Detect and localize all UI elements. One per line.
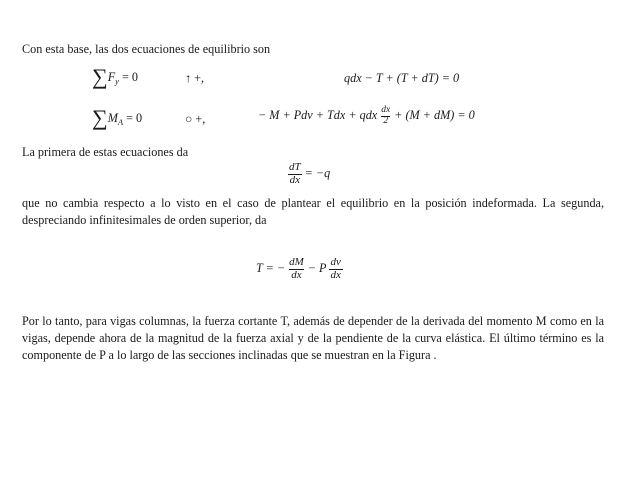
para-conclusion: Por lo tanto, para vigas columnas, la fuerza cortante T, además de depender de la derivada del momento M como en la vigas, depende ahora de la magnitud de la fuerza axial y de la pendiente de la curva elástica. El último término es la componente de P a lo largo de las secciones inclinadas que se muestran en la Figura . [22,314,604,363]
force-var: F [107,70,116,84]
fraction-dx-over-2 [379,106,392,127]
moment-balance-rhs [258,101,475,131]
force-subscript: y [115,76,119,86]
sum-symbol: ∑ [92,105,108,130]
para-second-equation: que no cambia respecto a lo visto en el caso de plantear el equilibrio en la posición indeformada. La segunda, despreciando infinitesimales de orden superior, da [22,196,604,228]
sign-convention-up: ↑ +, [185,71,205,85]
moment-subscript: A [117,117,124,127]
moment-rhs-part-b: + (M + dM) = 0 [394,108,475,123]
intro-text: Con esta base, las dos ecuaciones de equilibrio son [22,42,271,56]
fraction-dM-dx [287,257,306,281]
force-balance-rhs: qdx − T + (T + dT) = 0 [344,71,460,85]
equation-dT-dx [285,158,330,190]
fraction-denominator: dx [289,173,300,186]
fraction-dv-dx [329,257,343,281]
fraction-numerator: dT [289,160,301,173]
moment-rhs-part-a: − M + Pdv + Tdx + qdx [258,108,378,123]
fraction-denominator: dx [291,268,302,281]
equation-sum-moments [92,107,142,129]
equation-lhs: T = − [256,261,286,276]
equation-sum-forces [92,66,138,88]
sign-convention-rotation: ○ +, [185,112,206,126]
fraction-numerator: dx [381,104,391,115]
fraction-denominator: 2 [383,115,389,126]
moment-var: M [107,111,118,125]
fraction-numerator: dM [289,255,304,268]
equation-rhs: = −q [304,166,331,181]
equation-shear-force [256,252,345,286]
fraction-numerator: dv [330,255,341,268]
para-first-equation: La primera de estas ecuaciones da [22,145,189,159]
equation-middle: − P [307,261,327,276]
fraction-denominator: dx [330,268,341,281]
sum-symbol: ∑ [92,64,108,89]
equals-zero: = 0 [123,111,143,125]
fraction-dT-dx [287,162,303,186]
equals-zero: = 0 [118,70,138,84]
